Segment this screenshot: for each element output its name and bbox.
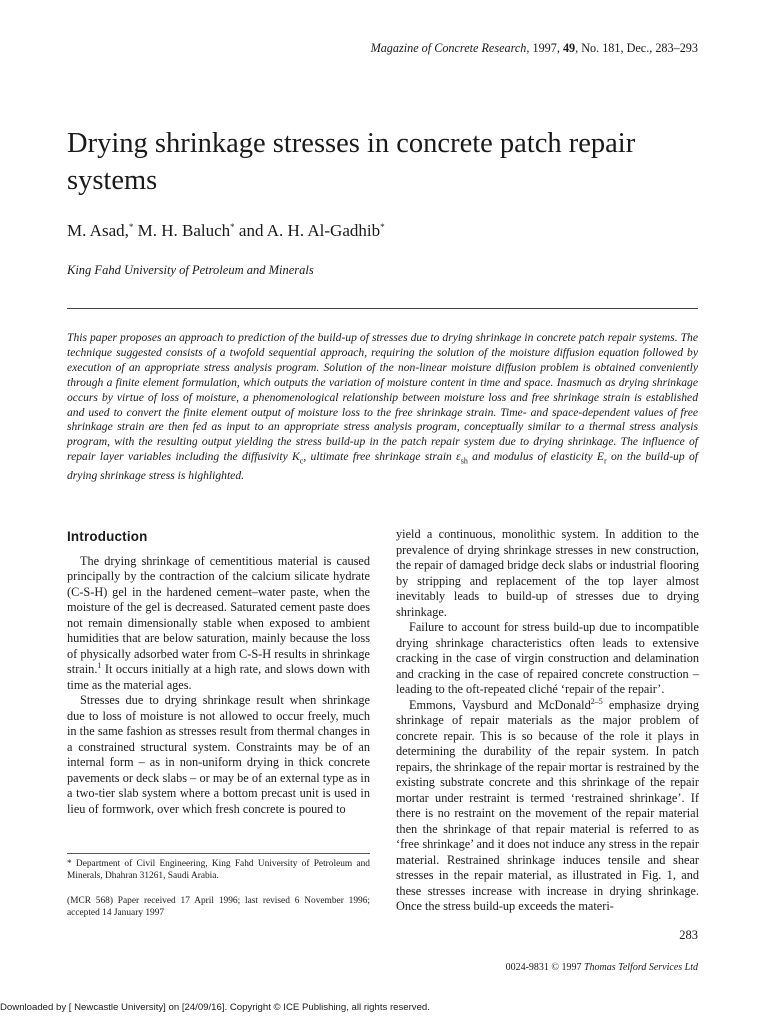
journal-header [300,41,698,56]
abstract-end: on the build-up of drying shrinkage stress is highlighted. [67,450,698,483]
abstract-e-subscript: r [604,456,607,466]
download-notice: Downloaded by [ Newcastle University] on [24/09/16]. Copyright © ICE Publishing, all rights reserved. [0,1002,430,1013]
author-name: M. H. Baluch [137,221,231,240]
author-affiliation-mark: * [230,222,235,232]
body-paragraph: Stresses due to drying shrinkage result when shrinkage due to loss of moisture is not allowed to occur freely, much in the same fashion as stresses result from thermal changes in a constrained structural system. Constraints may be of an internal form – as in non-uniform drying in thick concrete pavements or deck slabs – or may be of an external type as in a two-tier slab system where a bottom precast unit is used in lieu of formwork, over which fresh concrete is poured to [67,693,370,816]
journal-volume: 49 [562,41,576,55]
abstract-mid: , ultimate free shrinkage strain ε [303,450,461,464]
header-divider [67,308,698,309]
affiliation: King Fahd University of Petroleum and Minerals [67,263,314,277]
abstract-k-subscript: c [299,456,304,466]
abstract-pre-e: and modulus of elasticity E [467,450,605,464]
author-affiliation-mark: * [380,222,385,232]
issn-copyright-line [440,962,698,973]
page-number: 283 [679,928,698,942]
paper-title: Drying shrinkage stresses in concrete patch repair systems [67,128,636,196]
body-paragraph [396,698,699,915]
abstract-eps-subscript: sh [460,456,468,466]
author-name: and A. H. Al-Gadhib [238,221,381,240]
journal-issue-pages: , No. 181, Dec., 283–293 [575,41,698,55]
author-list [67,221,385,241]
body-paragraph: yield a continuous, monolithic system. In addition to the prevalence of drying shrinkage stresses in new construction, the repair of damaged bridge deck slabs or industrial flooring by stripping and replacement of the top layer almost inevitably leads to build-up of stresses due to drying shrinkage. [396,527,699,619]
paragraph-text: emphasize drying shrinkage of repair materials as the major problem of concrete repair. This is so because of the role it plays in determining the durability of the repair system. In patch repairs, the shrinkage of the repair mortar is restrained by the existing substrate concrete and this shrinkage of the repair mortar under restraint is termed ‘restrained shrinkage’. If there is no restraint on the movement of the repair material then the shrinkage of that repair material is referred to as ‘free shrinkage’ and it does not induce any stress in the repair material. Restrained shrinkage induces tensile and shear stresses in the repair material, as illustrated in Fig. 1, and these stresses increase with increase in drying shrinkage. Once the stress build-up exceeds the materi- [396,697,699,913]
footnote-affiliation: * Department of Civil Engineering, King Fahd University of Petroleum and Minerals, Dhahran 31261, Saudi Arabia. [67,859,370,881]
body-paragraph [67,554,370,694]
author-name: M. Asad, [67,221,129,240]
right-column [396,527,699,915]
abstract [67,331,698,484]
journal-year: , 1997, [526,41,563,55]
paragraph-text: Emmons, Vaysburd and McDonald [409,697,591,712]
footnote-received-dates: (MCR 568) Paper received 17 April 1996; last revised 6 November 1996; accepted 14 January 1997 [67,896,370,918]
left-column [67,527,370,817]
reference-mark: 2–5 [590,696,603,706]
paragraph-text: It occurs initially at a high rate, and slows down with time as the material ages. [67,662,370,692]
body-paragraph: Failure to account for stress build-up due to incompatible drying shrinkage characteristics often leads to extensive cracking in the case of virgin construction and delamination and cracking in the case of repaired concrete construction – leading to the oft-repeated cliché ‘repair of the repair’. [396,620,699,696]
publisher-name: Thomas Telford Services Ltd [584,962,698,973]
section-heading-introduction: Introduction [67,529,148,544]
journal-name: Magazine of Concrete Research [370,41,527,55]
paragraph-text: The drying shrinkage of cementitious material is caused principally by the contraction of the calcium silicate hydrate (C-S-H) gel in the hardened cement–water paste, when the moisture of the gel is decreased. Saturated cement paste does not remain dimensionally stable when exposed to ambient humidities that are below saturation, mainly because the loss of physically adsorbed water from C-S-H results in shrinkage strain. [67,553,370,676]
author-affiliation-mark: * [128,222,134,232]
issn-code: 0024-9831 © 1997 [505,962,584,973]
footnote-divider [67,853,370,854]
abstract-main: This paper proposes an approach to prediction of the build-up of stresses due to drying shrinkage in concrete patch repair systems. The technique suggested consists of a twofold sequential approach, requiring the solution of the moisture diffusion equation followed by execution of an appropriate stress analysis program. Solution of the non-linear moisture diffusion problem is obtained conveniently through a finite element formulation, which outputs the variation of moisture content in time and space. Inasmuch as drying shrinkage occurs by virtue of loss of moisture, a phenomenological relationship between moisture loss and free shrinkage strain is established and used to convert the finite element output of moisture loss to the free shrinkage strain. Time- and space-dependent values of free shrinkage strain are then fed as input to an appropriate stress analysis program, conceptually similar to a thermal stress analysis program, with the resulting output yielding the stress build-up in the patch repair system due to drying shrinkage. The influence of repair layer variables including the diffusivity K [67,331,698,464]
reference-mark: 1 [97,661,102,670]
